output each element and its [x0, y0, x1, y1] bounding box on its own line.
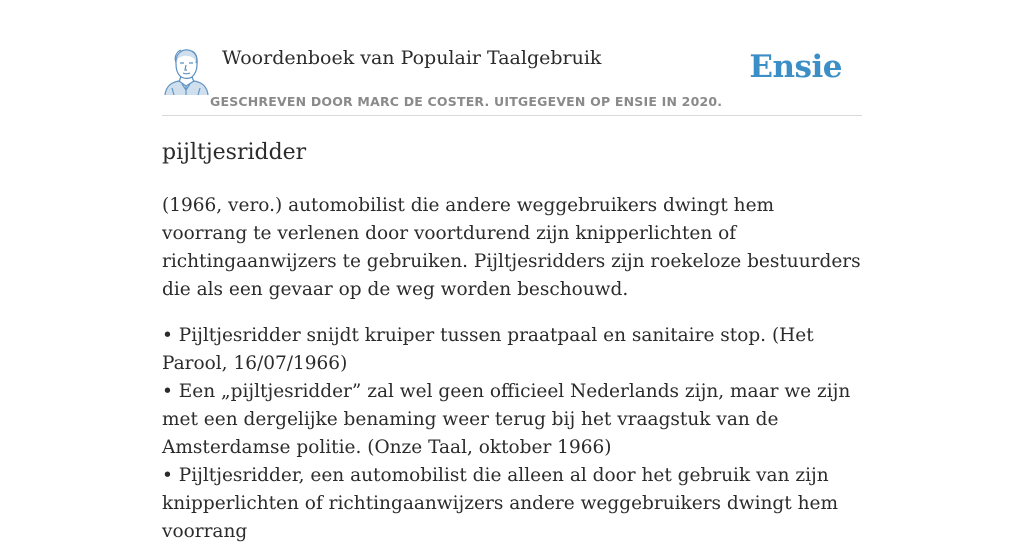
author-portrait-icon — [162, 46, 210, 96]
entry-content — [162, 192, 864, 546]
entry-definition: (1966, vero.) automobilist die andere weggebruikers dwingt hem voorrang te verlenen door voortdurend zijn knipperlichten of richtingaanwijzers te gebruiken. Pijltjesridders zijn roekeloze bestuurders die als een gevaar op de weg worden beschouwd. — [162, 195, 861, 300]
quote-item: • Pijltjesridder snijdt kruiper tussen praatpaal en sanitaire stop. (Het Parool, 16/07/1966) — [162, 325, 814, 374]
quote-item: • Een „pijltjesridder” zal wel geen officieel Nederlands zijn, maar we zijn met een dergelijke benaming weer terug bij het vraagstuk van de Amsterdamse politie. (Onze Taal, oktober 1966) — [162, 381, 851, 458]
byline: GESCHREVEN DOOR MARC DE COSTER. UITGEGEVEN OP ENSIE IN 2020. — [210, 94, 723, 109]
book-title[interactable]: Woordenboek van Populair Taalgebruik — [222, 47, 602, 69]
quote-item: • Pijltjesridder, een automobilist die alleen al door het gebruik van zijn knipperlichten of richtingaanwijzers andere weggebruikers dwingt hem voorrang — [162, 465, 838, 542]
entry-headword: pijltjesridder — [162, 140, 307, 165]
page-header — [162, 40, 862, 116]
brand-logo[interactable]: Ensie — [749, 49, 842, 85]
